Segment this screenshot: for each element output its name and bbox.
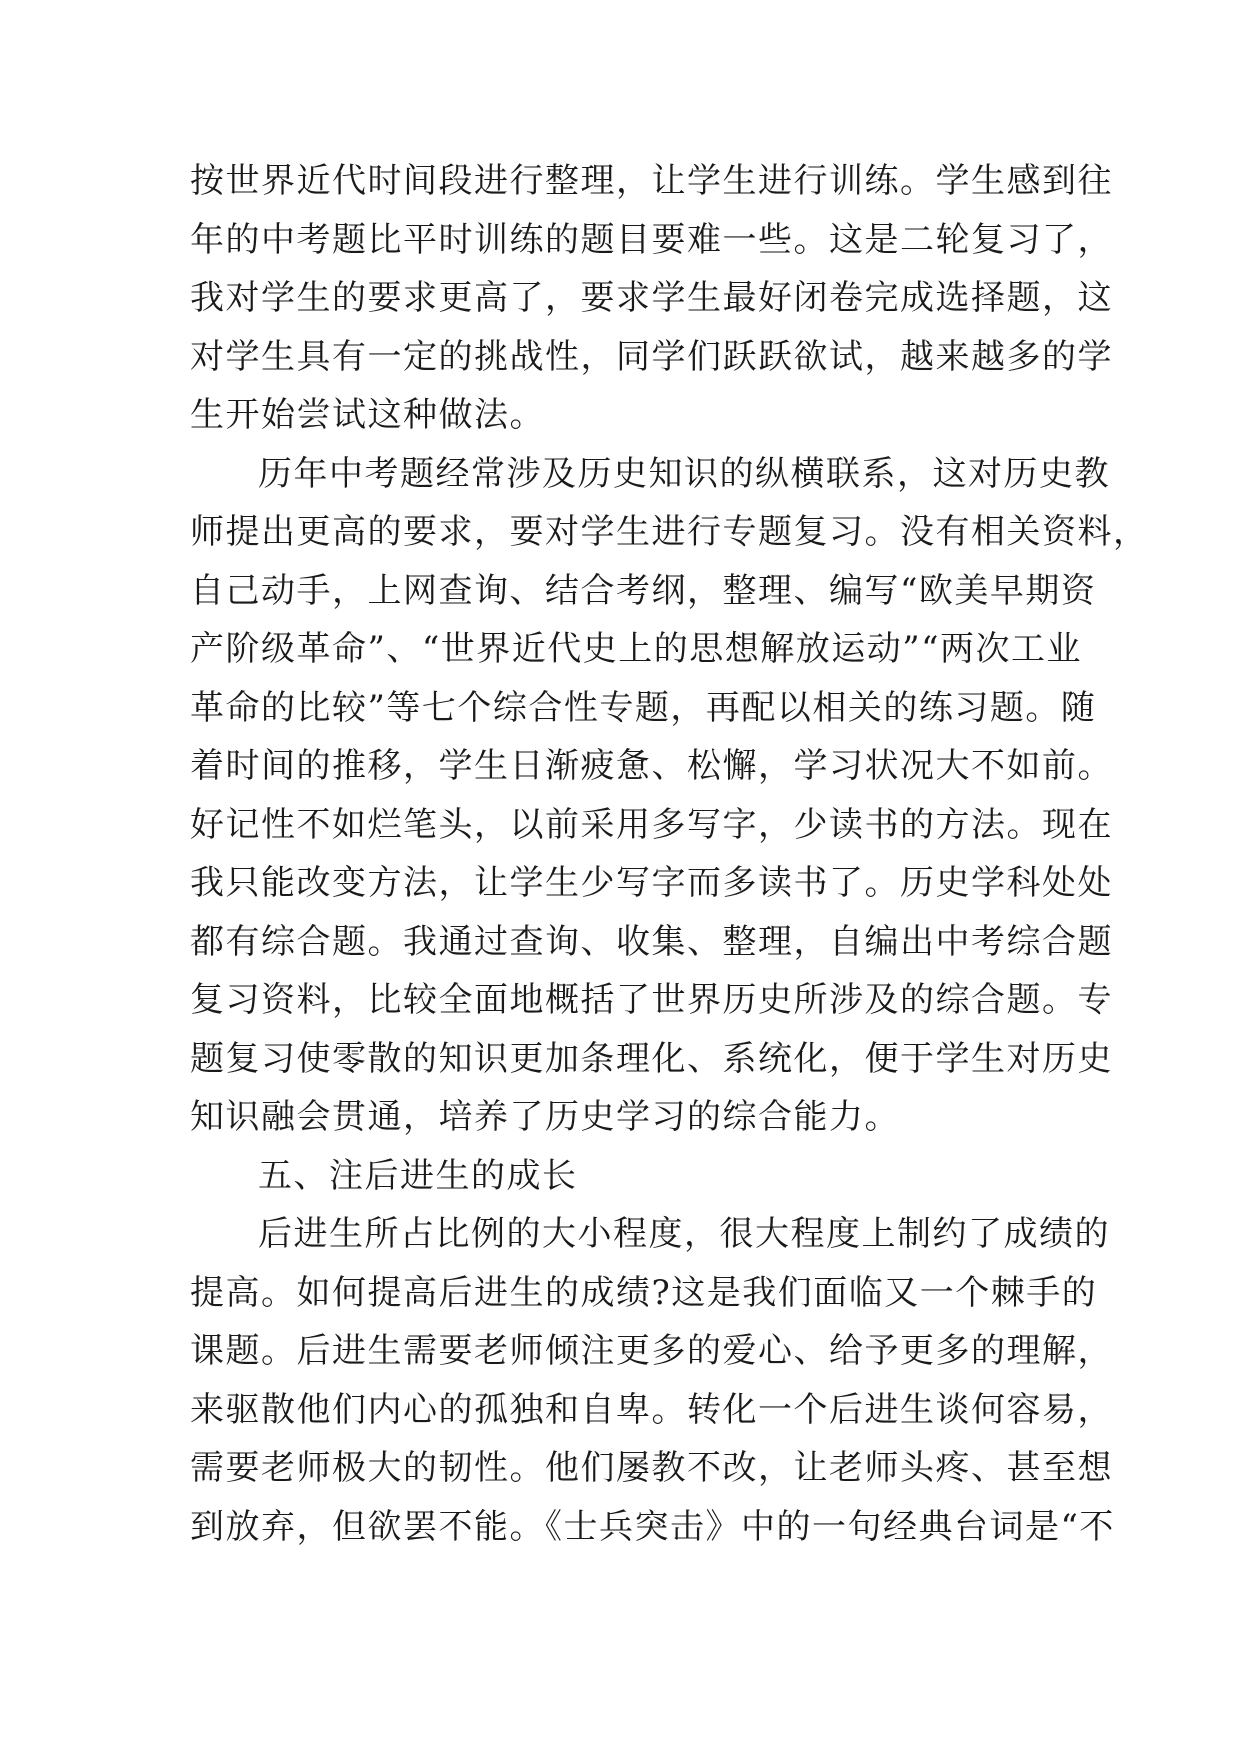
text-line: 需要老师极大的韧性。他们屡教不改，让老师头疼、甚至想	[190, 1448, 1113, 1488]
text-line: 来驱散他们内心的孤独和自卑。转化一个后进生谈何容易，	[190, 1389, 1113, 1430]
text-line: 自己动手，上网查询、结合考纲，整理、编写“欧美早期资	[190, 570, 1097, 611]
text-line: 对学生具有一定的挑战性，同学们跃跃欲试，越来越多的学	[190, 336, 1113, 377]
text-line: 到放弃，但欲罢不能。《士兵突击》中的一句经典台词是“不	[190, 1506, 1115, 1547]
text-line: 知识融会贯通，培养了历史学习的综合能力。	[190, 1097, 900, 1137]
text-line: 我只能改变方法，让学生少写字而多读书了。历史学科处处	[190, 863, 1113, 903]
text-line: 题复习使零散的知识更加条理化、系统化，便于学生对历史	[190, 1038, 1113, 1079]
text-line: 都有综合题。我通过查询、收集、整理，自编出中考综合题	[190, 921, 1113, 962]
text-line: 复习资料，比较全面地概括了世界历史所涉及的综合题。专	[190, 980, 1113, 1020]
text-line: 着时间的推移，学生日渐疲惫、松懈，学习状况大不如前。	[190, 746, 1113, 786]
text-line: 我对学生的要求更高了，要求学生最好闭卷完成选择题，这	[190, 278, 1113, 318]
paragraph-start-line: 后进生所占比例的大小程度，很大程度上制约了成绩的	[258, 1214, 1110, 1254]
text-line: 提高。如何提高后进生的成绩?这是我们面临又一个棘手的	[190, 1272, 1098, 1313]
text-line: 革命的比较”等七个综合性专题，再配以相关的练习题。随	[190, 687, 1097, 728]
document-body	[190, 152, 1149, 1556]
text-line: 好记性不如烂笔头，以前采用多写字，少读书的方法。现在	[190, 804, 1113, 845]
text-line: 按世界近代时间段进行整理，让学生进行训练。学生感到往	[190, 161, 1113, 201]
text-line: 年的中考题比平时训练的题目要难一些。这是二轮复习了，	[190, 219, 1113, 260]
text-line: 课题。后进生需要老师倾注更多的爱心、给予更多的理解，	[190, 1331, 1113, 1371]
text-line: 师提出更高的要求，要对学生进行专题复习。没有相关资料，	[190, 512, 1149, 552]
text-line: 生开始尝试这种做法。	[190, 395, 545, 435]
text-line: 产阶级革命”、“世界近代史上的思想解放运动”“两次工业	[190, 629, 1083, 669]
section-heading: 五、注后进生的成长	[258, 1155, 578, 1196]
paragraph-start-line: 历年中考题经常涉及历史知识的纵横联系，这对历史教	[258, 453, 1110, 494]
